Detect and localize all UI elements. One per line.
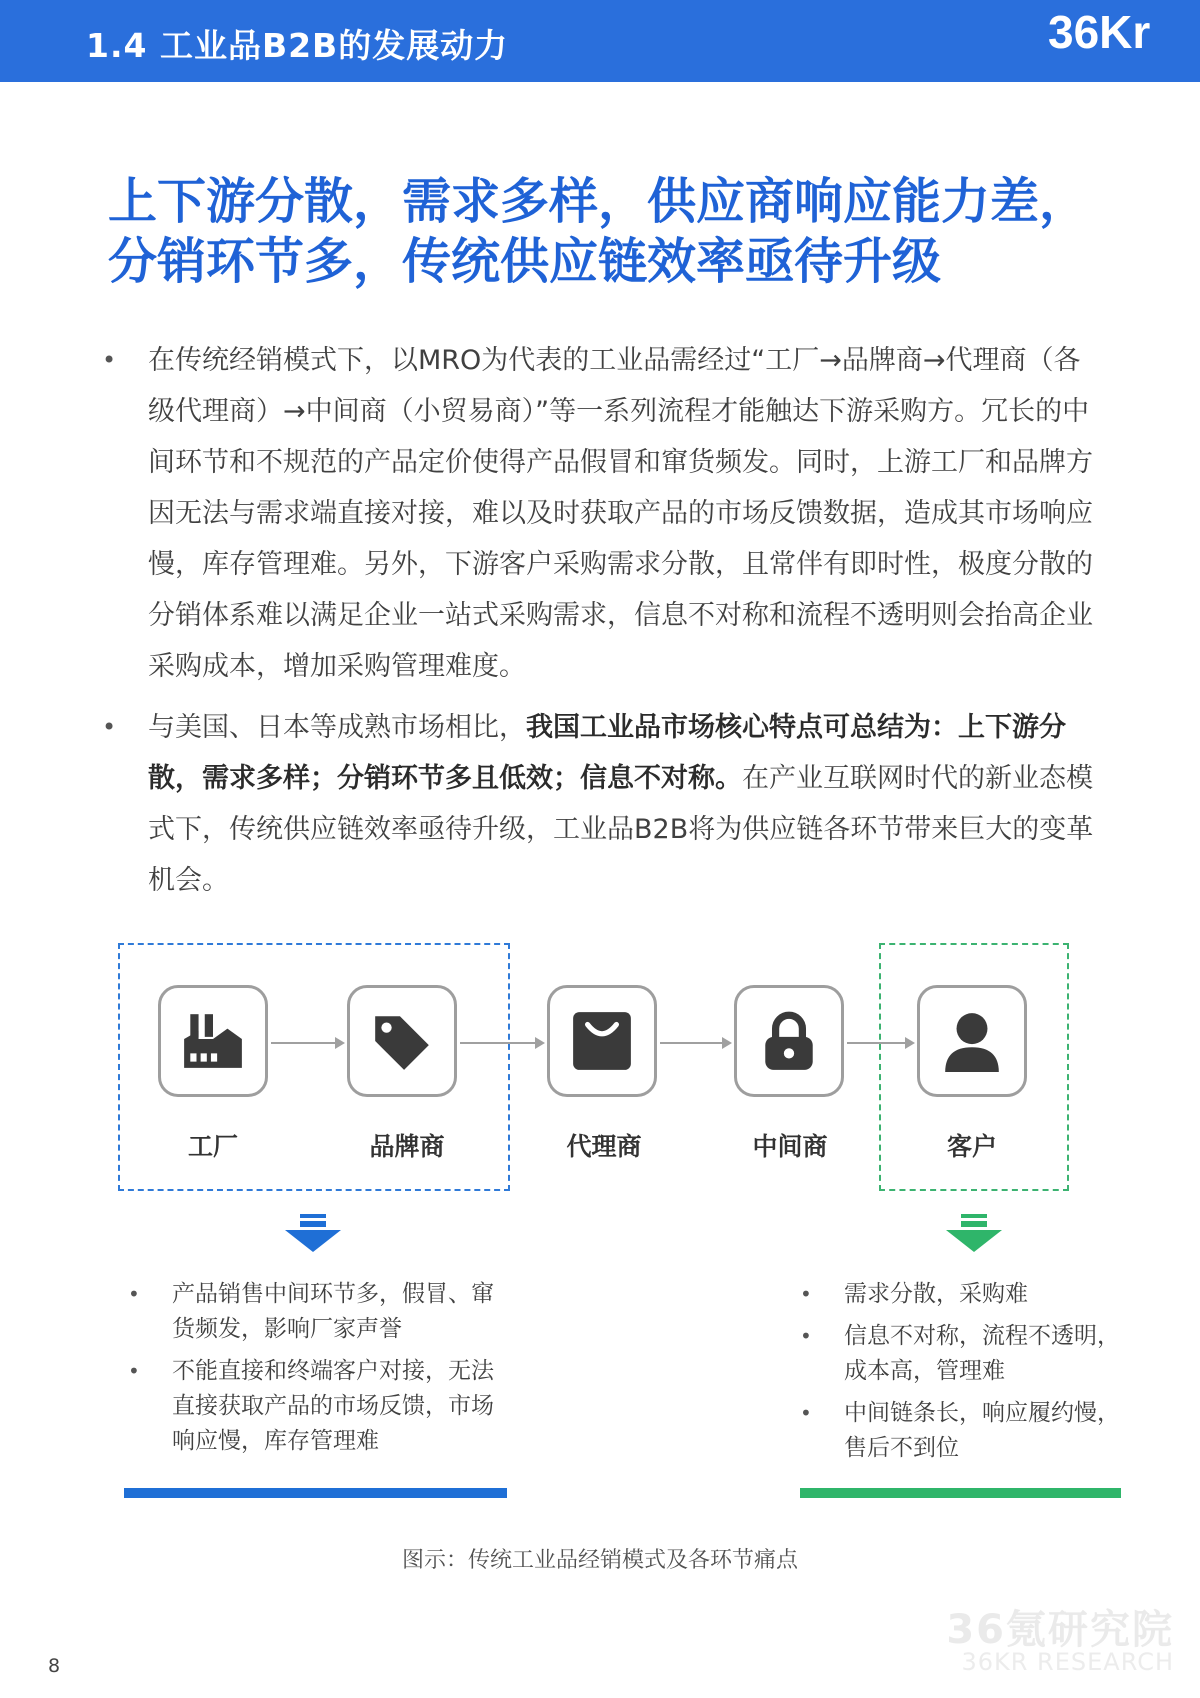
- pain-text: 需求分散，采购难: [844, 1281, 1028, 1307]
- headline: [108, 172, 1108, 292]
- factory-icon: [180, 1008, 246, 1074]
- bullet: •: [128, 1282, 140, 1306]
- downstream-underline: [800, 1488, 1121, 1498]
- node-brand: [347, 985, 457, 1097]
- upstream-underline: [124, 1488, 507, 1498]
- paragraph-1: [102, 335, 1098, 692]
- paragraph-1-text: 在传统经销模式下，以MRO为代表的工业品需经过“工厂→品牌商→代理商（各级代理商）→中间商（小贸易商）”等一系列流程才能触达下游采购方。冗长的中间环节和不规范的产品定价使得产品假冒和窜货频发。同时，上游工厂和品牌方因无法与需求端直接对接，难以及时获取产品的市场反馈数据，造成其市场响应慢，库存管理难。另外，下游客户采购需求分散，且常伴有即时性，极度分散的分销体系难以满足企业一站式采购需求，信息不对称和流程不透明则会抬高企业采购成本，增加采购管理难度。: [148, 345, 1093, 682]
- list-item: [796, 1319, 1124, 1389]
- downstream-pain-list: [796, 1277, 1124, 1473]
- list-item: [124, 1277, 502, 1347]
- pain-text: 产品销售中间环节多，假冒、窜货频发，影响厂家声誉: [172, 1281, 494, 1342]
- node-label-agent: 代理商: [566, 1132, 642, 1161]
- bullet: •: [102, 346, 117, 374]
- shopping-bag-icon: [569, 1008, 635, 1074]
- watermark-en: 36KR RESEARCH: [961, 1648, 1174, 1676]
- tag-icon: [369, 1008, 435, 1074]
- bullet: •: [800, 1324, 812, 1348]
- lock-icon: [756, 1008, 822, 1074]
- node-agent: [547, 985, 657, 1097]
- section-title: 1.4 工业品B2B的发展动力: [86, 26, 509, 65]
- list-item: [124, 1354, 502, 1459]
- down-arrow-icon: [283, 1214, 343, 1254]
- headline-line-1: 上下游分散，需求多样，供应商响应能力差，: [108, 173, 1089, 230]
- paragraph-2: [102, 702, 1098, 906]
- flow-arrow: [660, 1042, 730, 1044]
- list-item: [796, 1396, 1124, 1466]
- pain-text: 中间链条长，响应履约慢，售后不到位: [844, 1400, 1120, 1461]
- flow-arrow: [271, 1042, 343, 1044]
- paragraph-2-rest: 在产业互联网时代的新业态模式下，传统供应链效率亟待升级，工业品B2B将为供应链各环节带来巨大的变革机会。: [148, 763, 1094, 896]
- headline-line-2: 分销环节多，传统供应链效率亟待升级: [108, 233, 942, 290]
- upstream-pain-list: [124, 1277, 502, 1466]
- user-icon: [939, 1008, 1005, 1074]
- flow-arrow: [847, 1042, 913, 1044]
- paragraph-2-intro: 与美国、日本等成熟市场相比，: [148, 712, 526, 743]
- logo-text-36: 36Kr: [1048, 6, 1151, 58]
- 36kr-logo: [1040, 0, 1200, 82]
- bullet: •: [800, 1282, 812, 1306]
- node-label-middleman: 中间商: [752, 1132, 828, 1161]
- watermark-cn: 36氪研究院: [946, 1607, 1174, 1653]
- down-arrow-icon: [944, 1214, 1004, 1254]
- node-label-customer: 客户: [946, 1132, 997, 1161]
- page-number: 8: [48, 1655, 61, 1677]
- bullet: •: [800, 1401, 812, 1425]
- paragraph-2-bold: 我国工业品市场核心特点可总结为：上下游分散，需求多样；分销环节多且低效；信息不对称。: [148, 712, 1066, 794]
- bullet: •: [128, 1359, 140, 1383]
- pain-text: 信息不对称，流程不透明，成本高，管理难: [844, 1323, 1120, 1384]
- node-factory: [158, 985, 268, 1097]
- node-label-brand: 品牌商: [369, 1132, 445, 1161]
- figure-caption: 图示：传统工业品经销模式及各环节痛点: [401, 1548, 798, 1573]
- bullet: •: [102, 713, 117, 741]
- flow-arrow: [460, 1042, 543, 1044]
- pain-text: 不能直接和终端客户对接，无法直接获取产品的市场反馈，市场响应慢，库存管理难: [172, 1358, 494, 1454]
- node-label-factory: 工厂: [187, 1132, 238, 1161]
- node-middleman: [734, 985, 844, 1097]
- node-customer: [917, 985, 1027, 1097]
- list-item: [796, 1277, 1124, 1312]
